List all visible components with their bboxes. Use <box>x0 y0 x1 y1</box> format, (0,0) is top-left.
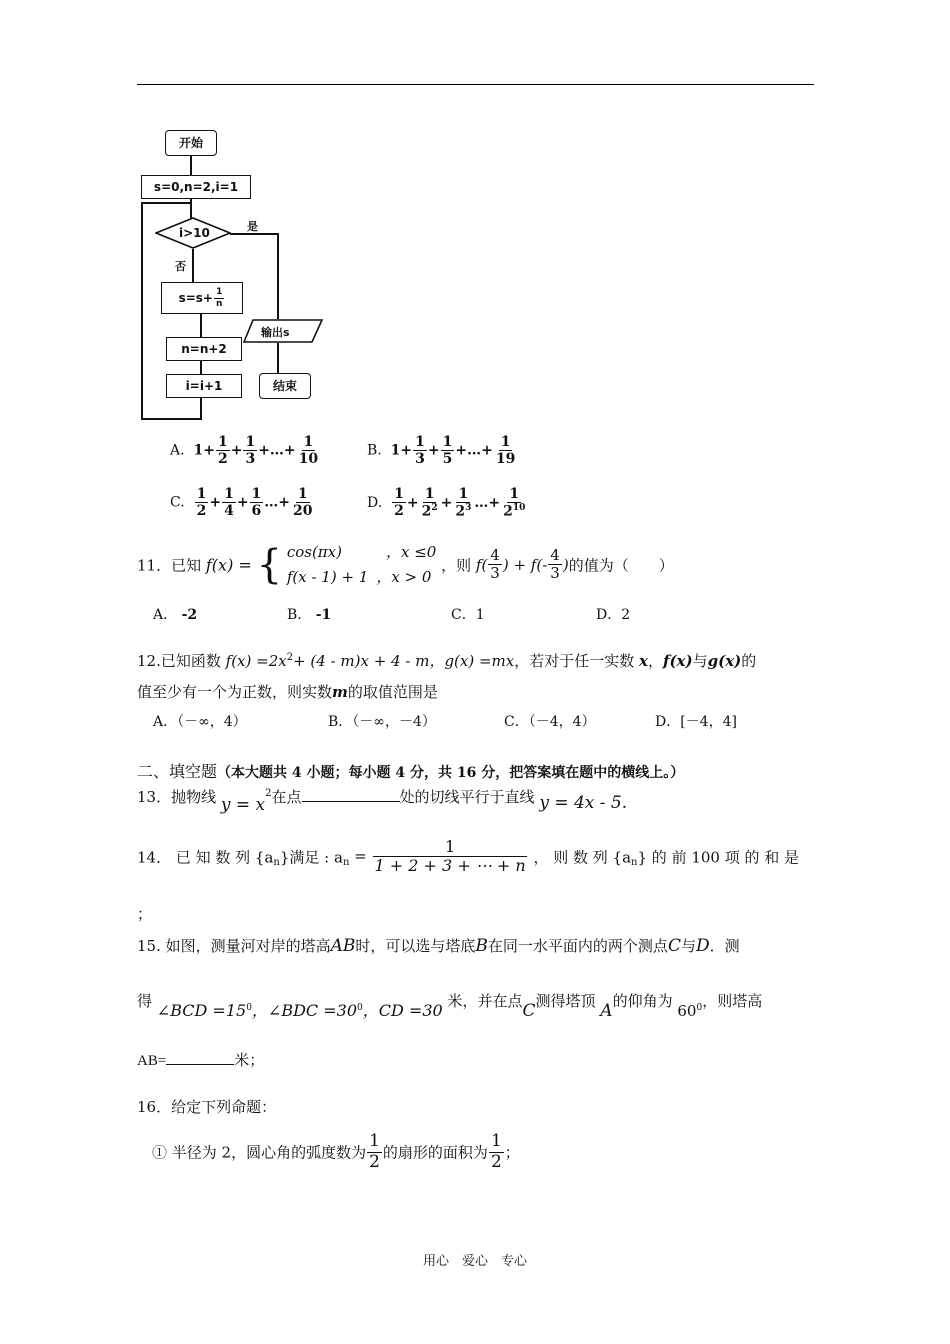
q10-option-d: D. $\frac{1}{2}$ + $\frac{1}{2^2}$ + $\frac{1}{2^3}$ …+ $\frac{1}{2^{10}}$ <box>367 486 526 520</box>
q11-opt-b: B． -1 <box>287 607 332 623</box>
fc-end <box>259 373 311 399</box>
q12-opt-a: A．（－∞，4） <box>153 714 247 730</box>
q11-opt-d: D．2 <box>596 607 631 623</box>
fc-step2-label: n=n+2 <box>181 342 227 356</box>
page-footer: 用心 爱心 专心 <box>422 1254 527 1269</box>
q12-opt-b: B．（－∞，－4） <box>328 714 436 730</box>
fc-yes-label: 是 <box>247 220 258 233</box>
fc-end-label: 结束 <box>272 379 297 393</box>
fc-step1-frac: $\frac{1}{n}$ <box>215 287 223 309</box>
q16-title: 16．给定下列命题： <box>137 1098 277 1116</box>
q11-opt-a: A． -2 <box>153 607 198 623</box>
fc-init <box>141 175 251 199</box>
q15-line1: 15. 如图，测量河对岸的塔高AB时，可以选与塔底B在同一水平面内的两个测点C与D．测 <box>137 936 740 956</box>
q14-end: ； <box>137 905 153 923</box>
q12-opt-c: C．（－4，4） <box>504 714 596 730</box>
section2-title: 二、填空题（本大题共 4 小题；每小题 4 分，共 16 分，把答案填在题中的横线上。） <box>137 762 685 781</box>
fc-init-label: s=0,n=2,i=1 <box>153 180 239 194</box>
fc-step1 <box>161 282 243 314</box>
q14: 14． 已 知 数 列 $\{a_n\}$满足 : $a_n$ = $\frac{1}{1 + 2 + 3 + \cdots + n}$ ， 则 数 列 $\{a_n\}$ 的 前 100 项 的 和 是 <box>137 837 800 876</box>
q12-opt-d: D．[－4，4] <box>655 714 737 730</box>
q15-line3: AB= 米； <box>137 1053 265 1069</box>
q11-opt-c: C．1 <box>451 607 485 623</box>
fc-no-label: 否 <box>175 260 186 273</box>
fc-output-label: 输出s <box>261 326 290 339</box>
fc-start <box>165 130 217 156</box>
q10-option-a: A. 1+ $\frac{1}{2}$ + $\frac{1}{3}$ +…+ $\frac{1}{10}$ <box>170 434 319 468</box>
fc-step2 <box>166 337 242 361</box>
fc-start-label: 开始 <box>178 136 203 150</box>
fc-step3-label: i=i+1 <box>185 379 223 393</box>
q10-option-c: C. $\frac{1}{2}$ + $\frac{1}{4}$ + $\frac{1}{6}$ …+ $\frac{1}{20}$ <box>170 486 313 520</box>
q13: 13．抛物线 $y = x^2$在点 处的切线平行于直线 y = 4x - 5. <box>137 788 628 815</box>
q11: 11．已知 f(x) = { cos(πx) ，x ≤0 f(x - 1) + 1 ，x > 0 ，则 f( $\frac{4}{3}$ ) + f(- $\frac{4}{3}$ )的值为（ ） <box>137 541 674 588</box>
flowchart <box>135 124 335 424</box>
q10-option-b: B. 1+ $\frac{1}{3}$ + $\frac{1}{5}$ +…+ $\frac{1}{19}$ <box>367 434 516 468</box>
q16-prop1: ① 半径为 2，圆心角的弧度数为 $\frac{1}{2}$ 的扇形的面积为 $\frac{1}{2}$ ； <box>152 1131 520 1172</box>
top-rule <box>137 84 814 85</box>
fc-step3 <box>166 374 242 398</box>
fc-step1-label: s=s+ <box>178 291 213 305</box>
q12-line1: 12.已知函数 $f(x) =2x^2+ (4 - m)x + 4 - m$，g(x) =mx，若对于任一实数 x，f(x)与g(x)的 <box>137 652 757 670</box>
q15-line2: 得 ∠BCD $=15^0$，∠BDC $=30^0$，CD =30 米，并在点C测得塔顶 A的仰角为 $60^0$，则塔高 <box>137 992 763 1021</box>
q12-line2: 值至少有一个为正数，则实数m的取值范围是 <box>137 683 438 701</box>
fc-cond-label: i>10 <box>179 226 210 240</box>
